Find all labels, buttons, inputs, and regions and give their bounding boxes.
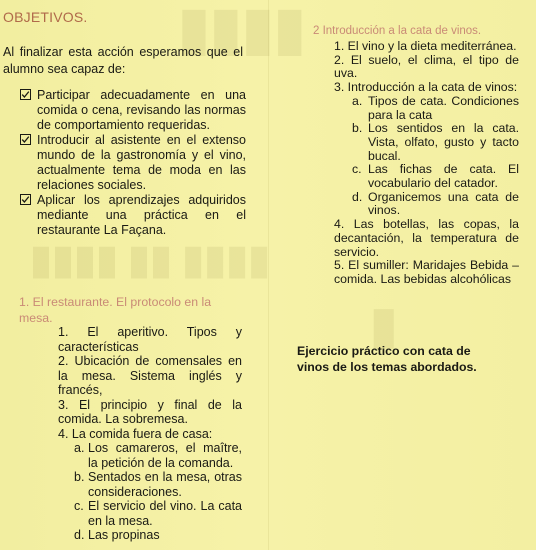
section1-list — [58, 325, 242, 543]
objective-item — [20, 133, 246, 193]
section2-item-text: 2. El suelo, el clima, el tipo de uva. — [334, 52, 519, 81]
subitem-marker: d. — [74, 528, 85, 542]
subitem-text: Los camareros, el maître, la petición de la comanda. — [88, 441, 242, 470]
subitem-marker: b. — [74, 470, 85, 484]
objective-text: Participar adecuadamente en una comida o cena, revisando las normas de comportamiento requeridas. — [37, 88, 246, 132]
subitem-text: Sentados en la mesa, otras consideraciones. — [88, 470, 242, 499]
subitem-marker: d. — [352, 189, 363, 204]
section2-item — [334, 81, 519, 218]
section1-item — [58, 354, 242, 398]
section2-item-text: 4. Las botellas, las copas, la decantación, la temperatura de servicio. — [334, 217, 519, 259]
section1-item — [58, 325, 242, 354]
section2-item — [334, 54, 519, 81]
bleed-through-title: ▮▮▮▮ — [178, 0, 306, 61]
section1-title: 1. El restaurante. El protocolo en la mesa. — [19, 295, 212, 325]
section1-item-text: 2. Ubicación de comensales en la mesa. Sistema inglés y francés, — [58, 354, 242, 397]
section2-item-text: 1. El vino y la dieta mediterránea. — [334, 39, 517, 53]
subitem-marker: c. — [74, 499, 84, 513]
section1-subitem — [58, 441, 242, 470]
subitem-marker: a. — [74, 441, 85, 455]
objectives-title: OBJETIVOS. — [3, 9, 88, 25]
exercise-note: Ejercicio práctico con cata de vinos de los temas abordados. — [297, 344, 477, 374]
section1-sublist — [58, 441, 242, 543]
section2-item-text: 5. El sumiller: Maridajes Bebida – comida. Las bebidas alcohólicas — [334, 258, 519, 286]
section2-subitem — [334, 191, 519, 218]
section2-title: 2 Introducción a la cata de vinos. — [313, 25, 482, 37]
subitem-text: Los sentidos en la cata. Vista, olfato, gusto y tacto bucal. — [368, 121, 519, 163]
section2-list — [334, 40, 519, 287]
section2-subitem — [334, 163, 519, 190]
bleed-through-title-2: ▮▮▮▮ ▮▮ ▮▮▮▮ — [30, 237, 271, 282]
section1-subitem — [58, 528, 242, 543]
section1-item-text: 4. La comida fuera de casa: — [58, 426, 213, 441]
section1-item-text: 1. El aperitivo. Tipos y características — [58, 325, 242, 354]
subitem-marker: c. — [352, 162, 362, 177]
subitem-marker: a. — [352, 93, 363, 108]
subitem-text: El servicio del vino. La cata en la mesa. — [88, 499, 242, 528]
section2-subitem — [334, 95, 519, 122]
subitem-text: Tipos de cata. Condiciones para la cata — [368, 93, 519, 122]
section2-subitem — [334, 122, 519, 163]
section2-sublist — [334, 95, 519, 218]
objectives-intro: Al finalizar esta acción esperamos que el alumno sea capaz de: — [3, 45, 243, 76]
objectives-list — [20, 88, 246, 238]
section1-item — [58, 427, 242, 543]
objective-item — [20, 193, 246, 238]
checked-box-icon — [20, 194, 31, 205]
section1-item-text: 3. El principio y final de la comida. La sobremesa. — [58, 397, 242, 426]
subitem-text: Organicemos una cata de vinos. — [368, 189, 519, 218]
section2-item — [334, 40, 519, 54]
section2-item — [334, 218, 519, 259]
subitem-text: Las fichas de cata. El vocabulario del catador. — [368, 162, 519, 191]
bleed-through-crest: ▮ — [370, 297, 398, 353]
subitem-marker: b. — [352, 121, 363, 136]
section1-subitem — [58, 470, 242, 499]
section2-item — [334, 259, 519, 286]
section1-item — [58, 398, 242, 427]
objective-text: Introducir al asistente en el extenso mundo de la gastronomía y el vino, actualmente tema de moda en las relaciones sociales. — [37, 133, 246, 192]
section2-item-text: 3. Introducción a la cata de vinos: — [334, 80, 518, 95]
checked-box-icon — [20, 89, 31, 100]
objective-text: Aplicar los aprendizajes adquiridos mediante una práctica en el restaurante La Façana. — [37, 193, 246, 237]
subitem-text: Las propinas — [88, 528, 160, 542]
objective-item — [20, 88, 246, 133]
section1-subitem — [58, 499, 242, 528]
checked-box-icon — [20, 134, 31, 145]
